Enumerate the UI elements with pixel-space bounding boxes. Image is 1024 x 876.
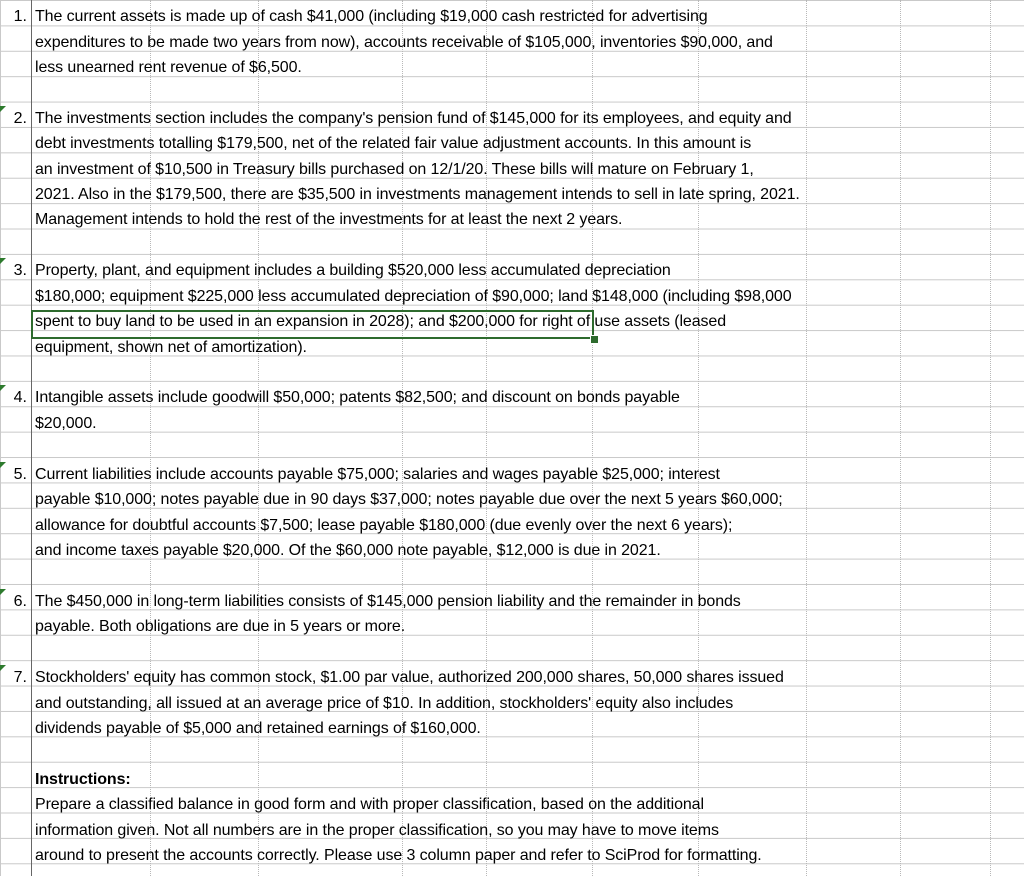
item-1-line-2[interactable]: expenditures to be made two years from now), accounts receivable of $105,000, inventories $90,000, and bbox=[35, 34, 773, 51]
item-number[interactable]: 5. bbox=[13, 466, 27, 483]
instructions-line-1[interactable]: Prepare a classified balance in good form and with proper classification, based on the additional bbox=[35, 796, 704, 813]
item-number[interactable]: 3. bbox=[13, 262, 27, 279]
instructions-line-2[interactable]: information given. Not all numbers are in the proper classification, so you may have to move items bbox=[35, 822, 719, 839]
item-3-line-3[interactable]: spent to buy land to be used in an expansion in 2028); and $200,000 for right of use assets (leased bbox=[35, 313, 727, 330]
item-7-line-3[interactable]: dividends payable of $5,000 and retained earnings of $160,000. bbox=[35, 720, 481, 737]
item-2-line-4[interactable]: 2021. Also in the $179,500, there are $35,500 in investments management intends to sell in late spring, 2021. bbox=[35, 186, 800, 203]
instructions-heading[interactable]: Instructions: bbox=[35, 771, 131, 788]
grid-column-line bbox=[900, 0, 901, 876]
item-2-line-5[interactable]: Management intends to hold the rest of the investments for at least the next 2 years. bbox=[35, 211, 623, 228]
instructions-line-3[interactable]: around to present the accounts correctly. Please use 3 column paper and refer to SciProd for formatting. bbox=[35, 847, 762, 864]
item-number[interactable]: 4. bbox=[13, 389, 27, 406]
item-number[interactable]: 2. bbox=[13, 110, 27, 127]
item-4-line-1[interactable]: Intangible assets include goodwill $50,000; patents $82,500; and discount on bonds payable bbox=[35, 389, 680, 406]
item-6-line-2[interactable]: payable. Both obligations are due in 5 years or more. bbox=[35, 618, 406, 635]
grid-column-line bbox=[806, 0, 807, 876]
item-5-line-3[interactable]: allowance for doubtful accounts $7,500; lease payable $180,000 (due evenly over the next 6 years); bbox=[35, 517, 733, 534]
item-3-line-4[interactable]: equipment, shown net of amortization). bbox=[35, 339, 307, 356]
item-5-line-2[interactable]: payable $10,000; notes payable due in 90 days $37,000; notes payable due over the next 5 years $60,000; bbox=[35, 491, 783, 508]
item-7-line-1[interactable]: Stockholders' equity has common stock, $1.00 par value, authorized 200,000 shares, 50,000 shares issued bbox=[35, 669, 784, 686]
item-1-line-3[interactable]: less unearned rent revenue of $6,500. bbox=[35, 59, 302, 76]
item-4-line-2[interactable]: $20,000. bbox=[35, 415, 97, 432]
item-3-line-1[interactable]: Property, plant, and equipment includes a building $520,000 less accumulated depreciation bbox=[35, 262, 671, 279]
grid-column-line bbox=[990, 0, 991, 876]
grid-column-line bbox=[31, 0, 32, 876]
item-number[interactable]: 6. bbox=[13, 593, 27, 610]
item-number[interactable]: 1. bbox=[13, 8, 27, 25]
fill-handle[interactable] bbox=[590, 335, 599, 344]
item-3-line-2[interactable]: $180,000; equipment $225,000 less accumulated depreciation of $90,000; land $148,000 (including $98,000 bbox=[35, 288, 792, 305]
item-7-line-2[interactable]: and outstanding, all issued at an average price of $10. In addition, stockholders' equity also includes bbox=[35, 695, 734, 712]
item-5-line-1[interactable]: Current liabilities include accounts payable $75,000; salaries and wages payable $25,000; interest bbox=[35, 466, 720, 483]
item-6-line-1[interactable]: The $450,000 in long-term liabilities consists of $145,000 pension liability and the remainder in bonds bbox=[35, 593, 741, 610]
item-1-line-1[interactable]: The current assets is made up of cash $41,000 (including $19,000 cash restricted for advertising bbox=[35, 8, 708, 25]
item-2-line-1[interactable]: The investments section includes the company's pension fund of $145,000 for its employees, and equity and bbox=[35, 110, 792, 127]
item-number[interactable]: 7. bbox=[13, 669, 27, 686]
item-5-line-4[interactable]: and income taxes payable $20,000. Of the $60,000 note payable, $12,000 is due in 2021. bbox=[35, 542, 661, 559]
item-2-line-3[interactable]: an investment of $10,500 in Treasury bills purchased on 12/1/20. These bills will mature on February 1, bbox=[35, 161, 754, 178]
item-2-line-2[interactable]: debt investments totalling $179,500, net of the related fair value adjustment accounts. In this amount is bbox=[35, 135, 752, 152]
